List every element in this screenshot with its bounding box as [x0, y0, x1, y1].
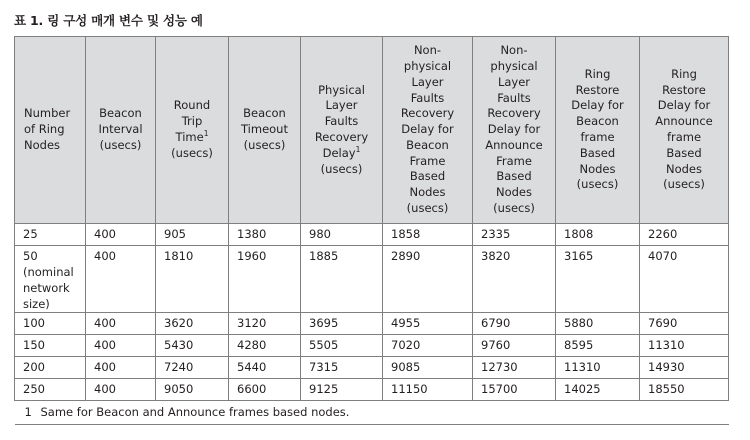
cell-text: 11150 — [391, 382, 428, 396]
header-line: Beacon — [576, 114, 619, 129]
table-cell — [473, 224, 556, 246]
table-cell — [229, 357, 301, 379]
table-cell — [640, 357, 729, 379]
cell-text: 400 — [94, 338, 116, 352]
header-line: (usecs) — [320, 161, 363, 176]
header-line: Delay for — [657, 98, 711, 113]
header-line: Delay — [322, 145, 356, 160]
cell-text: 8595 — [564, 338, 594, 352]
cell-text: 100 — [23, 316, 45, 330]
column-header — [156, 37, 229, 224]
cell-text: 14930 — [648, 360, 685, 374]
header-line: physical — [490, 58, 538, 73]
table-cell — [383, 224, 473, 246]
cell-text: 1960 — [237, 249, 267, 263]
cell-text: 400 — [94, 382, 116, 396]
cell-text: 15700 — [481, 382, 518, 396]
cell-text: (nominal — [23, 265, 74, 279]
cell-text: 3820 — [481, 249, 511, 263]
cell-text: 3120 — [237, 316, 267, 330]
header-line: Based — [579, 145, 616, 160]
header-line: (usecs) — [576, 177, 619, 192]
table-cell — [556, 224, 640, 246]
header-line: Nodes — [409, 185, 446, 200]
table-cell — [383, 379, 473, 401]
table-cell — [473, 379, 556, 401]
table-cell — [229, 246, 301, 313]
header-line: Physical — [318, 82, 365, 97]
header-row — [15, 37, 729, 224]
cell-text: 4070 — [648, 249, 678, 263]
cell-text: 250 — [23, 382, 45, 396]
cell-text: 7020 — [391, 338, 421, 352]
cell-text: 2335 — [481, 227, 511, 241]
table-row — [15, 357, 729, 379]
table-cell — [229, 313, 301, 335]
table-cell — [640, 313, 729, 335]
column-header — [383, 37, 473, 224]
table-cell — [473, 313, 556, 335]
footnote-marker: 1 — [355, 144, 361, 154]
table-cell — [383, 335, 473, 357]
cell-text: 1380 — [237, 227, 267, 241]
table-cell — [86, 224, 156, 246]
table-cell — [301, 246, 383, 313]
cell-text: 5440 — [237, 360, 267, 374]
table-row — [15, 224, 729, 246]
table-cell — [156, 357, 229, 379]
header-line: (usecs) — [171, 145, 213, 160]
cell-text: 905 — [164, 227, 186, 241]
header-line: Restore — [575, 82, 620, 97]
table-cell — [640, 379, 729, 401]
cell-text: 5880 — [564, 316, 594, 330]
header-line: Restore — [662, 82, 706, 97]
table-cell — [15, 379, 86, 401]
footnote-text: Same for Beacon and Announce frames based nodes. — [40, 405, 350, 419]
header-line: Ring — [671, 66, 697, 81]
header-line: Based — [496, 169, 532, 184]
table-cell — [556, 357, 640, 379]
table-cell — [15, 246, 86, 313]
table-row — [15, 379, 729, 401]
cell-text: 18550 — [648, 382, 685, 396]
header-line: Timeout — [241, 122, 288, 137]
header-line: Announce — [655, 114, 713, 129]
cell-text: 980 — [309, 227, 331, 241]
header-line: (usecs) — [493, 201, 535, 216]
table-cell — [86, 246, 156, 313]
ring-configuration-table — [14, 36, 729, 425]
cell-text: 9050 — [164, 382, 194, 396]
table-cell — [86, 313, 156, 335]
header-line: Non- — [413, 43, 442, 58]
header-line: Recovery — [487, 106, 541, 121]
cell-text: 11310 — [648, 338, 685, 352]
table-cell — [301, 357, 383, 379]
table-cell — [156, 224, 229, 246]
table-cell — [156, 379, 229, 401]
header-line: (usecs) — [243, 137, 286, 152]
table-caption: 표 1. 링 구성 매개 변수 및 성능 예 — [14, 13, 203, 28]
header-line: Based — [666, 145, 702, 160]
cell-text: 4280 — [237, 338, 267, 352]
cell-text: 9760 — [481, 338, 511, 352]
header-line: Time — [175, 130, 204, 144]
table-cell — [556, 313, 640, 335]
cell-text: 5430 — [164, 338, 194, 352]
footnote-row — [15, 401, 729, 425]
cell-text: 1885 — [309, 249, 339, 263]
column-header — [556, 37, 640, 224]
footnote-number: 1 — [24, 405, 32, 419]
header-line: (usecs) — [406, 201, 449, 216]
table-cell — [301, 313, 383, 335]
cell-text: 4955 — [391, 316, 421, 330]
table-row — [15, 335, 729, 357]
table-cell — [229, 379, 301, 401]
header-line: Trip — [181, 114, 203, 129]
header-line: Number — [24, 106, 71, 121]
header-line: Layer — [325, 98, 358, 113]
header-line: Delay for — [487, 122, 541, 137]
cell-text: 400 — [94, 249, 116, 263]
cell-text: network — [23, 281, 70, 295]
cell-text: 1810 — [164, 249, 194, 263]
table-cell — [301, 379, 383, 401]
header-line: Beacon — [99, 106, 142, 121]
header-line: Based — [409, 169, 446, 184]
cell-text: 7315 — [309, 360, 339, 374]
header-line: Frame — [409, 153, 446, 168]
table-cell — [156, 335, 229, 357]
cell-text: 400 — [94, 227, 116, 241]
header-line: Faults — [410, 90, 445, 105]
cell-text: 400 — [94, 360, 116, 374]
cell-text: 3165 — [564, 249, 594, 263]
column-header — [473, 37, 556, 224]
cell-text: 14025 — [564, 382, 601, 396]
column-header — [229, 37, 301, 224]
table-cell — [86, 335, 156, 357]
cell-text: 1808 — [564, 227, 594, 241]
column-header — [640, 37, 729, 224]
header-line: of Ring — [24, 122, 65, 137]
cell-text: 50 — [23, 249, 38, 263]
column-header — [86, 37, 156, 224]
header-line: Faults — [324, 114, 359, 129]
table-cell — [229, 224, 301, 246]
table-cell — [383, 357, 473, 379]
table-cell — [556, 335, 640, 357]
table-cell — [556, 246, 640, 313]
table-cell — [156, 246, 229, 313]
header-line: Nodes — [24, 137, 61, 152]
header-line: Round — [173, 98, 211, 113]
table-cell — [473, 246, 556, 313]
header-line: Delay for — [571, 98, 624, 113]
column-header — [15, 37, 86, 224]
cell-text: 11310 — [564, 360, 601, 374]
cell-text: 9125 — [309, 382, 339, 396]
header-line: Frame — [496, 153, 532, 168]
header-line: Delay for — [401, 122, 454, 137]
table-cell — [15, 224, 86, 246]
footnote — [15, 401, 729, 425]
cell-text: 2890 — [391, 249, 421, 263]
footnote-marker: 1 — [203, 129, 209, 138]
header-line: Recovery — [400, 106, 455, 121]
cell-text: 6600 — [237, 382, 267, 396]
header-line: Faults — [497, 90, 531, 105]
table-cell — [229, 335, 301, 357]
header-line: Ring — [584, 66, 611, 81]
cell-text: 25 — [23, 227, 38, 241]
cell-text: 1858 — [391, 227, 421, 241]
cell-text: 5505 — [309, 338, 339, 352]
cell-text: 3695 — [309, 316, 339, 330]
table-cell — [640, 335, 729, 357]
header-line: physical — [403, 58, 452, 73]
header-line: Recovery — [314, 130, 369, 144]
header-line: Layer — [497, 74, 531, 89]
header-line: Beacon — [243, 106, 286, 121]
table-cell — [15, 335, 86, 357]
header-line: (usecs) — [663, 177, 705, 192]
cell-text: 150 — [23, 338, 45, 352]
table-cell — [383, 246, 473, 313]
cell-text: 9085 — [391, 360, 421, 374]
cell-text: 400 — [94, 316, 116, 330]
header-line: (usecs) — [99, 137, 142, 152]
table-cell — [156, 313, 229, 335]
table-body — [15, 224, 729, 401]
table-cell — [301, 335, 383, 357]
cell-text: 200 — [23, 360, 45, 374]
table-cell — [86, 379, 156, 401]
table-row — [15, 246, 729, 313]
header-line: frame — [580, 130, 615, 144]
cell-text: 12730 — [481, 360, 518, 374]
header-line: Interval — [98, 122, 143, 137]
cell-text: 3620 — [164, 316, 194, 330]
header-line: Nodes — [579, 161, 616, 176]
table-cell — [556, 379, 640, 401]
table-cell — [301, 224, 383, 246]
table-cell — [640, 224, 729, 246]
header-line: Nodes — [665, 161, 702, 176]
cell-text: 2260 — [648, 227, 678, 241]
table-cell — [15, 313, 86, 335]
column-header — [301, 37, 383, 224]
cell-text: 7690 — [648, 316, 678, 330]
cell-text: size) — [23, 297, 50, 311]
table-cell — [640, 246, 729, 313]
header-line: Nodes — [495, 185, 532, 200]
header-line: Layer — [411, 74, 444, 89]
table-cell — [15, 357, 86, 379]
header-line: Non- — [500, 43, 528, 58]
table-cell — [473, 357, 556, 379]
header-line: frame — [666, 130, 702, 144]
table-cell — [86, 357, 156, 379]
cell-text: 7240 — [164, 360, 194, 374]
table-cell — [473, 335, 556, 357]
header-line: Beacon — [406, 137, 449, 152]
table-row — [15, 313, 729, 335]
table-cell — [383, 313, 473, 335]
header-line: Announce — [485, 137, 543, 152]
cell-text: 6790 — [481, 316, 511, 330]
